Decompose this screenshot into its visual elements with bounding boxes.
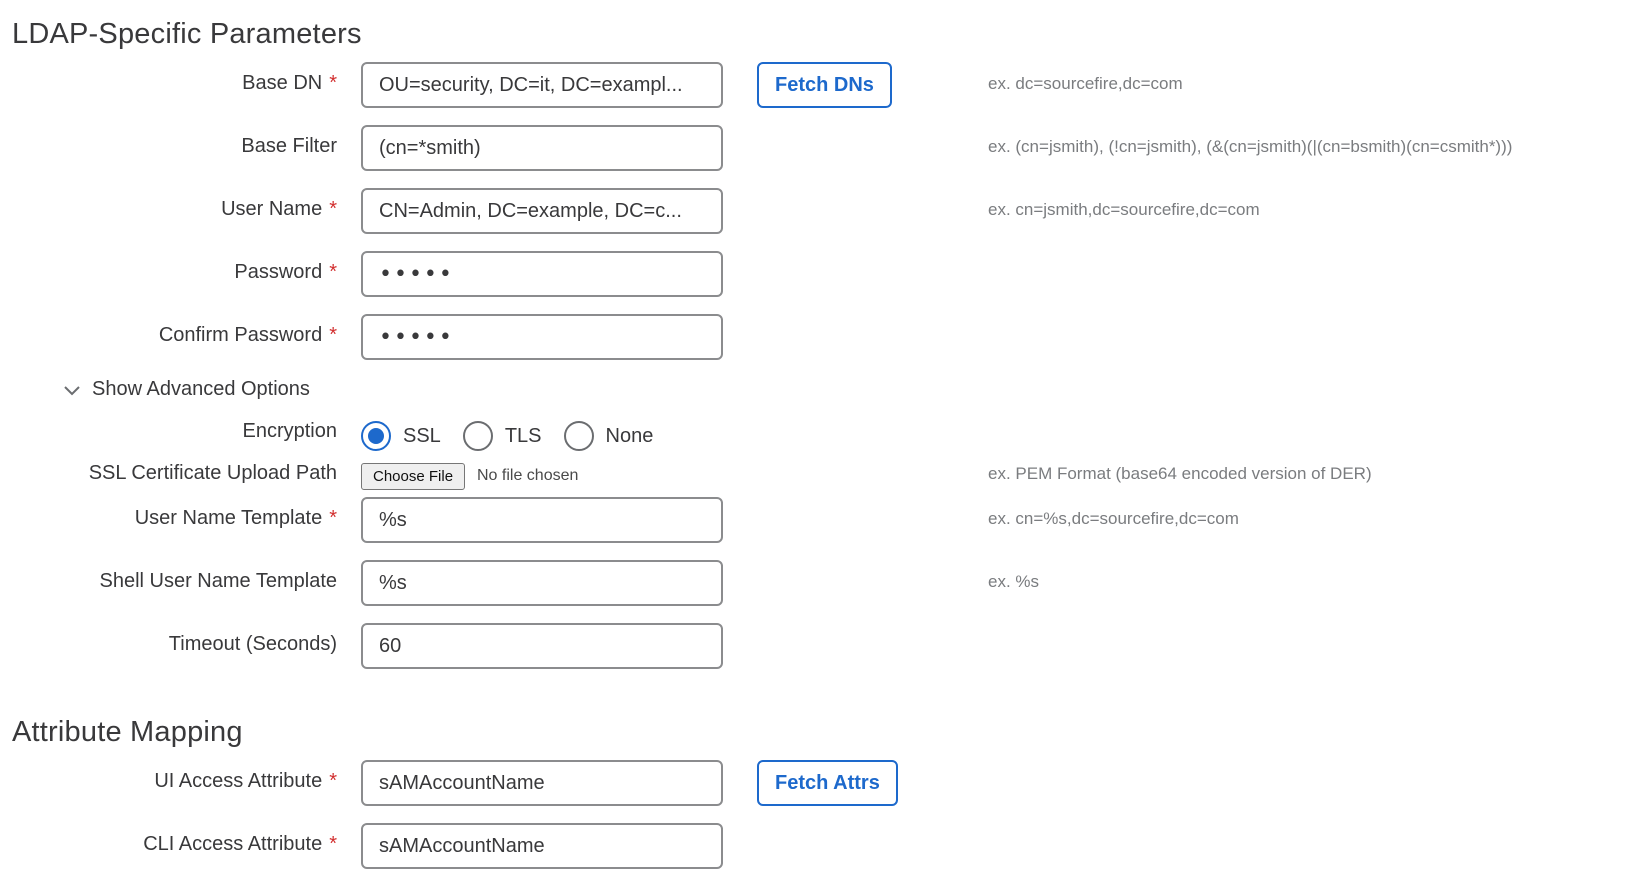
base-filter-label: Base Filter [241,135,337,157]
radio-none-label: None [605,424,654,447]
base-dn-label-text: Base DN [242,72,323,94]
required-marker: * [329,324,337,346]
confirm-password-row [0,314,1629,364]
ui-access-attribute-label [154,770,337,793]
base-dn-hint: ex. dc=sourcefire,dc=com [988,74,1183,93]
user-name-label [221,198,337,221]
required-marker: * [329,261,337,283]
section-title-attribute-mapping: Attribute Mapping [12,716,243,748]
required-marker: * [329,198,337,220]
choose-file-button[interactable]: Choose File [361,463,465,490]
encryption-label: Encryption [242,420,337,442]
radio-ssl-label: SSL [403,424,441,447]
confirm-password-label-text: Confirm Password [158,324,323,346]
radio-tls[interactable] [463,421,493,451]
radio-ssl[interactable] [361,421,391,451]
shell-user-name-template-label: Shell User Name Template [99,570,337,592]
shell-user-name-template-row [0,560,1629,610]
password-input[interactable] [361,251,723,297]
base-filter-input[interactable] [361,125,723,171]
encryption-radio-group [361,416,675,456]
timeout-input[interactable] [361,623,723,669]
cli-access-attribute-input[interactable] [361,823,723,869]
user-name-template-input[interactable] [361,497,723,543]
user-name-row [0,188,1629,238]
fetch-attrs-button[interactable]: Fetch Attrs [757,760,898,806]
user-name-template-label [135,507,337,530]
required-marker: * [329,770,337,792]
ssl-cert-hint: ex. PEM Format (base64 encoded version of DER) [988,464,1372,483]
encryption-option-ssl[interactable] [361,421,441,451]
timeout-label: Timeout (Seconds) [168,633,337,655]
confirm-password-label [159,324,337,347]
shell-user-name-template-input[interactable] [361,560,723,606]
base-dn-input[interactable] [361,62,723,108]
user-name-template-label-text: User Name Template [134,507,323,529]
encryption-option-tls[interactable] [463,421,542,451]
timeout-row [0,623,1629,673]
show-advanced-options-toggle[interactable] [62,378,310,401]
required-marker: * [329,507,337,529]
base-filter-hint: ex. (cn=jsmith), (!cn=jsmith), (&(cn=jsmith)(|(cn=bsmith)(cn=csmith*))) [988,137,1513,156]
file-status-text: No file chosen [477,467,579,484]
fetch-dns-button[interactable]: Fetch DNs [757,62,892,108]
base-filter-row [0,125,1629,175]
user-name-hint: ex. cn=jsmith,dc=sourcefire,dc=com [988,200,1260,219]
user-name-label-text: User Name [221,198,323,220]
password-row [0,251,1629,301]
ssl-cert-label: SSL Certificate Upload Path [88,462,337,484]
shell-user-name-template-hint: ex. %s [988,572,1040,591]
radio-none[interactable] [564,421,594,451]
required-marker: * [329,833,337,855]
show-advanced-options-label: Show Advanced Options [92,378,310,400]
confirm-password-input[interactable] [361,314,723,360]
cli-access-attribute-label [143,833,337,856]
cli-access-attribute-row [0,823,1629,873]
password-label-text: Password [234,261,323,283]
ui-access-attribute-label-text: UI Access Attribute [154,770,323,792]
chevron-down-icon [62,380,82,400]
cli-access-attribute-label-text: CLI Access Attribute [143,833,323,855]
user-name-input[interactable] [361,188,723,234]
password-label [234,261,337,284]
user-name-template-row [0,497,1629,547]
ui-access-attribute-row [0,760,1629,810]
section-title-ldap: LDAP-Specific Parameters [12,18,362,50]
base-dn-row [0,62,1629,112]
ui-access-attribute-input[interactable] [361,760,723,806]
base-dn-label [242,72,337,95]
encryption-option-none[interactable] [564,421,654,451]
radio-tls-label: TLS [504,424,542,447]
required-marker: * [329,72,337,94]
user-name-template-hint: ex. cn=%s,dc=sourcefire,dc=com [988,509,1239,528]
